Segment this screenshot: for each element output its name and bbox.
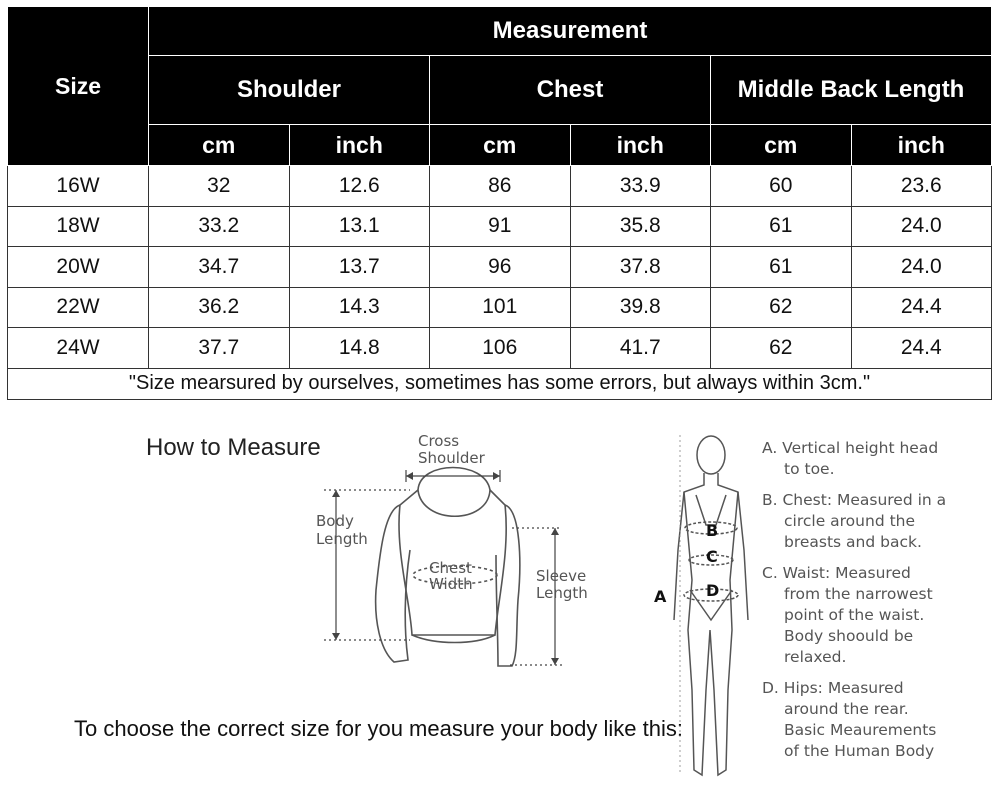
measurement-header: Measurement [149, 7, 992, 56]
choose-size-instruction: To choose the correct size for you measure your body like this: [74, 716, 683, 741]
body-length-label-line1: Body [316, 512, 354, 530]
right-sleeve-outline [496, 505, 520, 666]
cross-shoulder-label-line1: Cross [418, 432, 460, 450]
how-to-measure-title: How to Measure [146, 434, 321, 461]
measurement-note: "Size mearsured by ourselves, sometimes has some errors, but always within 3cm." [8, 368, 992, 399]
table-cell: 61 [711, 206, 852, 247]
table-cell: 34.7 [149, 247, 290, 288]
legend-line: around the rear. [784, 700, 909, 718]
table-cell: 106 [430, 328, 571, 369]
table-row [8, 328, 992, 369]
legend-line: A. Vertical height head [762, 439, 939, 457]
table-cell: 86 [430, 166, 571, 207]
sleeve-length-label-line1: Sleeve [536, 567, 587, 585]
chest-header: Chest [430, 56, 711, 125]
marker-d: D [706, 581, 720, 600]
table-cell: 61 [711, 247, 852, 288]
size-cell: 18W [8, 206, 149, 247]
legend-line: relaxed. [784, 648, 847, 666]
hood-outline [418, 468, 490, 517]
legend-line: circle around the [784, 512, 916, 530]
legend-item-hips [762, 678, 994, 762]
size-cell: 20W [8, 247, 149, 288]
table-cell: 37.8 [570, 247, 711, 288]
unit-header: inch [851, 125, 992, 166]
garment-measure-illustration [300, 430, 620, 680]
sleeve-length-label-line2: Length [536, 584, 588, 602]
table-cell: 36.2 [149, 287, 290, 328]
unit-header: inch [289, 125, 430, 166]
legend-item-waist [762, 563, 994, 668]
legend-line: point of the waist. [784, 606, 925, 624]
human-body-figure [640, 430, 760, 800]
chest-width-label-line1: Chest [429, 559, 472, 577]
table-cell: 33.2 [149, 206, 290, 247]
middle-back-length-header: Middle Back Length [711, 56, 992, 125]
table-cell: 39.8 [570, 287, 711, 328]
size-header: Size [8, 7, 149, 166]
shoulder-header: Shoulder [149, 56, 430, 125]
measurement-legend [762, 438, 994, 772]
table-cell: 62 [711, 287, 852, 328]
unit-header: inch [570, 125, 711, 166]
legend-line: Body shoould be [784, 627, 914, 645]
table-cell: 37.7 [149, 328, 290, 369]
table-cell: 24.4 [851, 328, 992, 369]
table-row [8, 247, 992, 288]
cross-shoulder-label-line2: Shoulder [418, 449, 485, 467]
legend-line: from the narrowest [784, 585, 933, 603]
table-cell: 13.1 [289, 206, 430, 247]
table-cell: 41.7 [570, 328, 711, 369]
size-cell: 24W [8, 328, 149, 369]
head-outline [697, 436, 725, 474]
size-cell: 22W [8, 287, 149, 328]
table-cell: 23.6 [851, 166, 992, 207]
legend-line: of the Human Body [784, 742, 935, 760]
table-note-row [8, 368, 992, 399]
legend-item-chest [762, 490, 994, 553]
hem-outline [412, 635, 495, 643]
unit-header: cm [149, 125, 290, 166]
body-length-label-line2: Length [316, 530, 368, 548]
legend-line: breasts and back. [784, 533, 922, 551]
legend-line: C. Waist: Measured [762, 564, 911, 582]
marker-c: C [706, 547, 718, 566]
legend-line: D. Hips: Measured [762, 679, 904, 697]
chest-width-label-line2: Width [429, 575, 473, 593]
legend-line: B. Chest: Measured in a [762, 491, 947, 509]
table-cell: 96 [430, 247, 571, 288]
table-cell: 32 [149, 166, 290, 207]
legend-line: to toe. [784, 460, 835, 478]
table-cell: 24.4 [851, 287, 992, 328]
table-cell: 24.0 [851, 247, 992, 288]
marker-a: A [654, 587, 667, 606]
table-cell: 33.9 [570, 166, 711, 207]
table-row [8, 166, 992, 207]
size-cell: 16W [8, 166, 149, 207]
table-cell: 35.8 [570, 206, 711, 247]
table-row [8, 287, 992, 328]
legend-line: Basic Meaurements [784, 721, 937, 739]
table-cell: 13.7 [289, 247, 430, 288]
table-cell: 60 [711, 166, 852, 207]
table-cell: 24.0 [851, 206, 992, 247]
table-cell: 62 [711, 328, 852, 369]
table-cell: 14.8 [289, 328, 430, 369]
marker-b: B [706, 521, 719, 540]
table-cell: 101 [430, 287, 571, 328]
size-chart-table [7, 6, 992, 400]
unit-header: cm [711, 125, 852, 166]
table-row [8, 206, 992, 247]
unit-header: cm [430, 125, 571, 166]
legend-item-height [762, 438, 994, 480]
table-cell: 91 [430, 206, 571, 247]
table-cell: 12.6 [289, 166, 430, 207]
table-cell: 14.3 [289, 287, 430, 328]
